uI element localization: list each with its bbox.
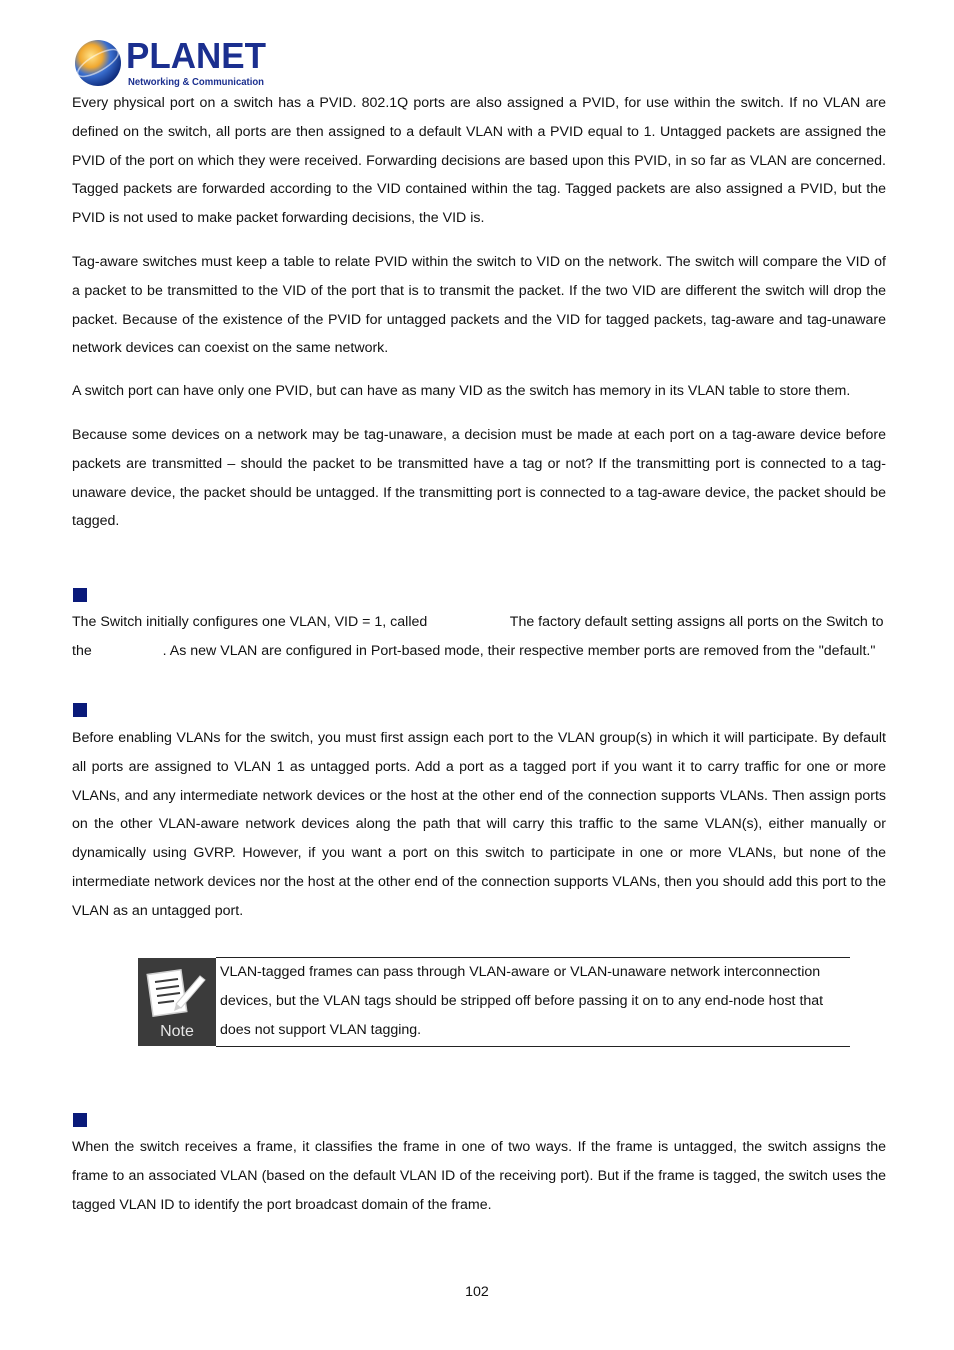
default-vlan-line-1: The Switch initially configures one VLAN, VID = 1, called The factory default setting assigns all ports on the Switch to [72, 614, 884, 630]
paragraph-tag-decision: Because some devices on a network may be tag-unaware, a decision must be made at each port on a tag-aware device before packets are transmitted – should the packet to be transmitted have a tag or not? If the transmitting port is connected to a tag-unaware device, the packet should be untagged. If the transmitting port is connected to a tag-aware device, the packet should be tagged. [72, 427, 886, 530]
logo-name: PLANET [126, 36, 267, 76]
globe-icon [75, 40, 121, 86]
default-vlan-line-2: the . As new VLAN are configured in Port-based mode, their respective member ports are removed from the "default." [72, 643, 876, 659]
note-icon [138, 958, 216, 1046]
section-bullet-1 [73, 588, 87, 602]
paragraph-pvid: Every physical port on a switch has a PVID. 802.1Q ports are also assigned a PVID, for use within the switch. If no VLAN are defined on the switch, all ports are then assigned to a default VLAN with a PVID equal to 1. Untagged packets are assigned the PVID of the port on which they were received. Forwarding decisions are based upon this PVID, in so far as VLAN are concerned. Tagged packets are forwarded according to the VID contained within the tag. Tagged packets are also assigned a PVID, but the PVID is not used to make packet forwarding decisions, the VID is. [72, 95, 886, 227]
paragraph-assign-ports: Before enabling VLANs for the switch, you must first assign each port to the VLAN group(s) in which it will participate. By default all ports are assigned to VLAN 1 as untagged ports. Add a port as a tagged port if you want it to carry traffic for one or more VLANs, and any intermediate network devices or the host at the other end of the connection supports VLANs. Then assign ports on the other VLAN-aware network devices along the path that will carry this traffic to the same VLAN(s), either manually or dynamically using GVRP. However, if you want a port on this switch to participate in one or more VLANs, but none of the intermediate network devices nor the host at the other end of the connection supports VLANs, then you should add this port to the VLAN as an untagged port. [72, 730, 886, 919]
page-number: 102 [465, 1284, 489, 1300]
paragraph-tag-aware: Tag-aware switches must keep a table to relate PVID within the switch to VID on the network. The switch will compare the VID of a packet to be transmitted to the VID of the port that is to transmit the packet. If the two VID are different the switch will drop the packet. Because of the existence of the PVID for untagged packets and the VID for tagged packets, tag-aware and tag-unaware network devices can coexist on the same network. [72, 254, 886, 357]
note-icon-label: Note [160, 1023, 194, 1040]
planet-logo [72, 36, 272, 90]
note-text: VLAN-tagged frames can pass through VLAN-aware or VLAN-unaware network interconnection devices, but the VLAN tags should be stripped off before passing it on to any end-node host that does not support VLAN tagging. [220, 964, 824, 1038]
section-bullet-3 [73, 1113, 87, 1127]
logo-tagline: Networking & Communication [128, 76, 264, 88]
note-bottom-rule [216, 1046, 850, 1047]
paragraph-single-pvid: A switch port can have only one PVID, but can have as many VID as the switch has memory in its VLAN table to store them. [72, 383, 851, 399]
paragraph-frame-classification: When the switch receives a frame, it classifies the frame in one of two ways. If the frame is untagged, the switch assigns the frame to an associated VLAN (based on the default VLAN ID of the receiving port). But if the frame is tagged, the switch uses the tagged VLAN ID to identify the port broadcast domain of the frame. [72, 1139, 886, 1213]
section-bullet-2 [73, 703, 87, 717]
